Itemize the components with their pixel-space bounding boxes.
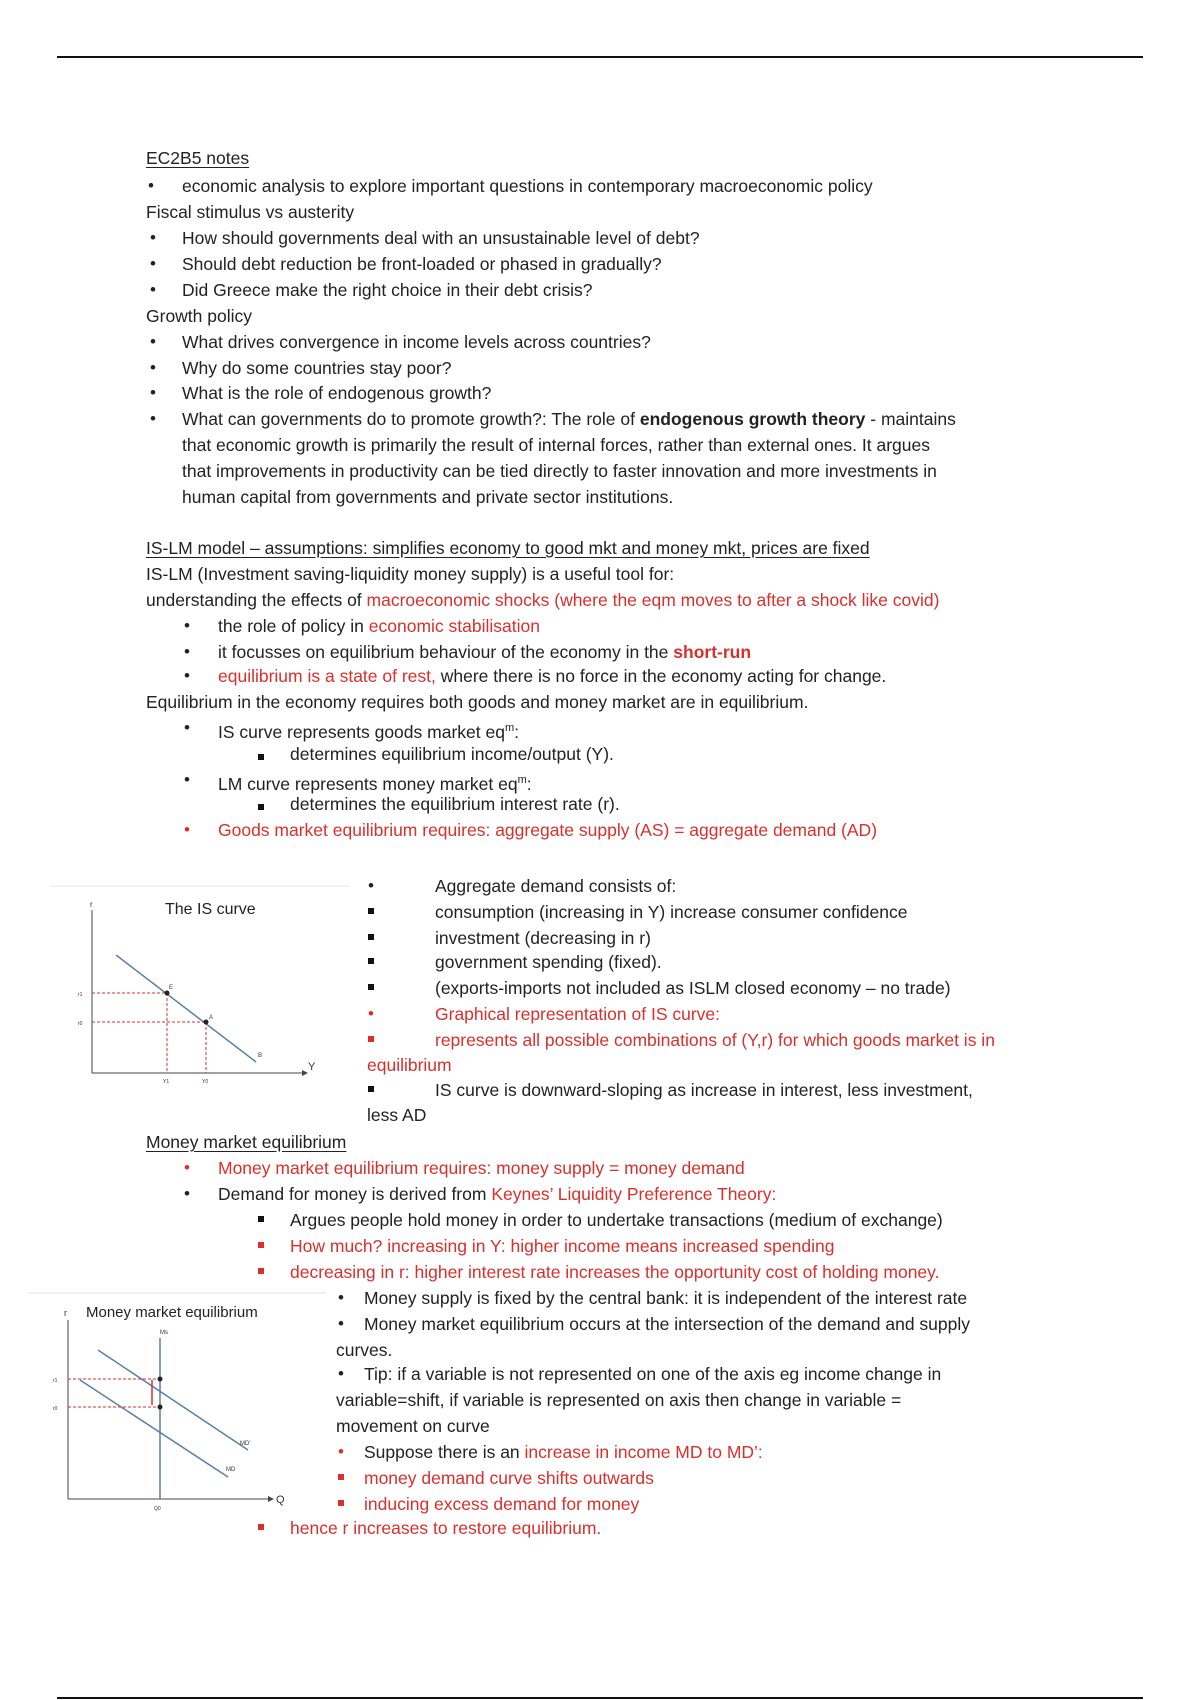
bullet: • — [184, 642, 190, 661]
bullet: • — [150, 280, 156, 299]
mm-x-axis-label: Q — [276, 1494, 285, 1506]
square-bullet — [368, 984, 374, 990]
mm-md1-curve — [98, 1350, 251, 1450]
islm-is-a: IS curve represents goods market eq — [218, 721, 505, 742]
islm-heading: IS-LM model – assumptions: simplifies economy to good mkt and money mkt, prices are fixed — [146, 538, 870, 558]
ad-slope-line2: less AD — [367, 1105, 427, 1125]
ad-item: investment (decreasing in r) — [435, 928, 651, 948]
islm-line2 — [146, 590, 939, 610]
mm-md0-curve — [80, 1380, 228, 1477]
bullet: • — [184, 1158, 190, 1177]
islm-line2-a: understanding the effects of — [146, 590, 367, 610]
bullet: • — [184, 718, 190, 737]
money-suppose — [364, 1442, 763, 1462]
islm-bullet2 — [218, 642, 751, 662]
growth-long-item — [182, 409, 956, 429]
bullet: • — [184, 616, 190, 635]
islm-bullet2-b: short-run — [673, 642, 752, 662]
money-heading: Money market equilibrium — [146, 1132, 347, 1152]
mm-eq-new — [158, 1377, 163, 1382]
money-excess: inducing excess demand for money — [364, 1494, 640, 1514]
mm-md1-label: MD' — [240, 1441, 251, 1447]
bullet: • — [150, 409, 156, 428]
bullet: • — [150, 332, 156, 351]
money-shift: money demand curve shifts outwards — [364, 1468, 654, 1488]
money-demand-a: Demand for money is derived from — [218, 1184, 492, 1204]
islm-bullet1 — [218, 616, 540, 636]
intro-text: economic analysis to explore important questions in contemporary macroeconomic policy — [182, 176, 873, 196]
bullet: • — [184, 666, 190, 685]
ad-item: Aggregate demand consists of: — [435, 876, 677, 896]
bullet: • — [150, 383, 156, 402]
bullet: • — [150, 254, 156, 273]
is-tick-r1: r1 — [78, 992, 83, 998]
is-y-axis-label: r — [90, 900, 93, 909]
ad-slope-line1: IS curve is downward-sloping as increase in interest, less investment, — [435, 1080, 973, 1100]
money-tip-line3: movement on curve — [336, 1416, 490, 1436]
islm-eq: Equilibrium in the economy requires both goods and money market are in equilibrium. — [146, 692, 809, 712]
square-bullet — [258, 754, 264, 760]
top-rule — [57, 56, 1143, 58]
islm-lm-a: LM curve represents money market eq — [218, 773, 518, 794]
mm-tick-q0: Q0 — [154, 1506, 161, 1512]
islm-bullet3-a: equilibrium is a state of rest, — [218, 666, 436, 686]
money-req: Money market equilibrium requires: money supply = money demand — [218, 1158, 745, 1178]
money-demand — [218, 1184, 776, 1204]
money-tip-line1: Tip: if a variable is not represented on one of the axis eg income change in — [364, 1364, 942, 1384]
growth-item: Why do some countries stay poor? — [182, 358, 452, 378]
islm-lm-sub: determines the equilibrium interest rate (r). — [290, 794, 620, 814]
is-curve-chart — [50, 885, 352, 1117]
growth-long-line2: that economic growth is primarily the result of internal forces, rather than external ones. It argues — [182, 435, 930, 455]
bullet: • — [150, 358, 156, 377]
ad-item: (exports-imports not included as ISLM closed economy – no trade) — [435, 978, 951, 998]
is-x-axis-label: Y — [308, 1061, 316, 1073]
square-bullet — [368, 958, 374, 964]
fiscal-heading: Fiscal stimulus vs austerity — [146, 202, 355, 222]
money-hence: hence r increases to restore equilibrium. — [290, 1518, 602, 1538]
square-bullet — [368, 1086, 374, 1092]
ad-item: government spending (fixed). — [435, 952, 662, 972]
islm-is — [218, 718, 519, 742]
is-tick-r0: r0 — [78, 1021, 83, 1027]
growth-long-line3: that improvements in productivity can be tied directly to faster innovation and more investments in — [182, 461, 937, 481]
square-bullet — [338, 1500, 344, 1506]
growth-heading: Growth policy — [146, 306, 253, 326]
fiscal-item: Did Greece make the right choice in their debt crisis? — [182, 280, 593, 300]
ad-graph-rep: Graphical representation of IS curve: — [435, 1004, 721, 1024]
money-market-chart — [28, 1292, 328, 1512]
is-chart-title: The IS curve — [165, 901, 256, 918]
square-bullet — [258, 1242, 264, 1248]
islm-bullet2-a: it focusses on equilibrium behaviour of the economy in the — [218, 642, 674, 662]
bullet: • — [184, 1184, 190, 1203]
is-label-b: B — [258, 1053, 263, 1059]
bullet: • — [150, 228, 156, 247]
mm-y-axis-label: r — [64, 1308, 67, 1318]
islm-goods: Goods market equilibrium requires: aggregate supply (AS) = aggregate demand (AD) — [218, 820, 878, 840]
growth-long-post: - maintains — [865, 409, 956, 429]
bullet: • — [184, 770, 190, 789]
growth-item: What drives convergence in income levels across countries? — [182, 332, 651, 352]
islm-bullet3-b: where there is no force in the economy acting for change. — [435, 666, 887, 686]
ad-repr-line2: equilibrium — [367, 1055, 452, 1075]
islm-line1: IS-LM (Investment saving-liquidity money supply) is a useful tool for: — [146, 564, 675, 584]
bullet: • — [338, 1442, 344, 1461]
is-tick-y1: Y1 — [163, 1079, 170, 1085]
growth-long-bold: endogenous growth theory — [639, 409, 866, 429]
mm-eq-old — [158, 1405, 163, 1410]
money-inter-line2: curves. — [336, 1340, 393, 1360]
fiscal-item: How should governments deal with an unsustainable level of debt? — [182, 228, 700, 248]
page-title: EC2B5 notes — [146, 148, 250, 168]
growth-long-line4: human capital from governments and private sector institutions. — [182, 487, 674, 507]
money-demand-b: Keynes’ Liquidity Preference Theory: — [491, 1184, 777, 1204]
money-sub2: How much? increasing in Y: higher income means increased spending — [290, 1236, 835, 1256]
mm-chart-title: Money market equilibrium — [86, 1304, 258, 1321]
is-label-e: E — [169, 985, 174, 991]
square-bullet — [338, 1474, 344, 1480]
ad-repr-line1: represents all possible combinations of (Y,r) for which goods market is in — [435, 1030, 995, 1050]
square-bullet — [258, 1216, 264, 1222]
money-inter-line1: Money market equilibrium occurs at the intersection of the demand and supply — [364, 1314, 971, 1334]
growth-item: What is the role of endogenous growth? — [182, 383, 492, 403]
square-bullet — [368, 1036, 374, 1042]
money-tip-line2: variable=shift, if variable is represented on axis then change in variable = — [336, 1390, 902, 1410]
islm-is-sub: determines equilibrium income/output (Y). — [290, 744, 614, 764]
bullet: • — [338, 1314, 344, 1333]
islm-bullet1-b: economic stabilisation — [368, 616, 540, 636]
bullet: • — [148, 176, 154, 195]
square-bullet — [258, 1268, 264, 1274]
is-label-a: A — [209, 1015, 214, 1021]
mm-tick-r1: r1 — [53, 1378, 58, 1384]
is-curve-line — [116, 955, 256, 1062]
islm-is-sup: m — [504, 722, 515, 734]
is-point-e — [165, 991, 170, 996]
mm-tick-r0: r0 — [53, 1406, 58, 1412]
islm-is-colon: : — [514, 721, 519, 742]
fiscal-item: Should debt reduction be front-loaded or phased in gradually? — [182, 254, 662, 274]
money-sub3: decreasing in r: higher interest rate increases the opportunity cost of holding money. — [290, 1262, 940, 1282]
islm-lm — [218, 770, 532, 794]
bullet: • — [184, 820, 190, 839]
bottom-rule — [57, 1697, 1143, 1699]
money-suppose-b: increase in income MD to MD’: — [524, 1442, 763, 1462]
square-bullet — [368, 934, 374, 940]
ad-item: consumption (increasing in Y) increase consumer confidence — [435, 902, 908, 922]
growth-long-pre: What can governments do to promote growth?: The role of — [182, 409, 640, 429]
islm-line2-b: macroeconomic shocks (where the eqm moves to after a shock like covid) — [366, 590, 940, 610]
bullet: • — [368, 876, 374, 895]
islm-lm-colon: : — [526, 773, 532, 794]
is-tick-y0: Y0 — [202, 1079, 209, 1085]
square-bullet — [258, 1524, 264, 1530]
bullet: • — [338, 1288, 344, 1307]
bullet: • — [338, 1364, 344, 1383]
islm-bullet3 — [218, 666, 886, 686]
money-sub1: Argues people hold money in order to undertake transactions (medium of exchange) — [290, 1210, 943, 1230]
money-fixed: Money supply is fixed by the central bank: it is independent of the interest rate — [364, 1288, 968, 1308]
islm-bullet1-a: the role of policy in — [218, 616, 369, 636]
square-bullet — [258, 804, 264, 810]
mm-md0-label: MD — [226, 1467, 236, 1473]
bullet: • — [368, 1004, 374, 1023]
is-point-a — [204, 1020, 209, 1025]
islm-lm-sup: m — [517, 774, 527, 786]
square-bullet — [368, 908, 374, 914]
mm-ms-label: Ms — [160, 1330, 168, 1336]
money-suppose-a: Suppose there is an — [364, 1442, 525, 1462]
